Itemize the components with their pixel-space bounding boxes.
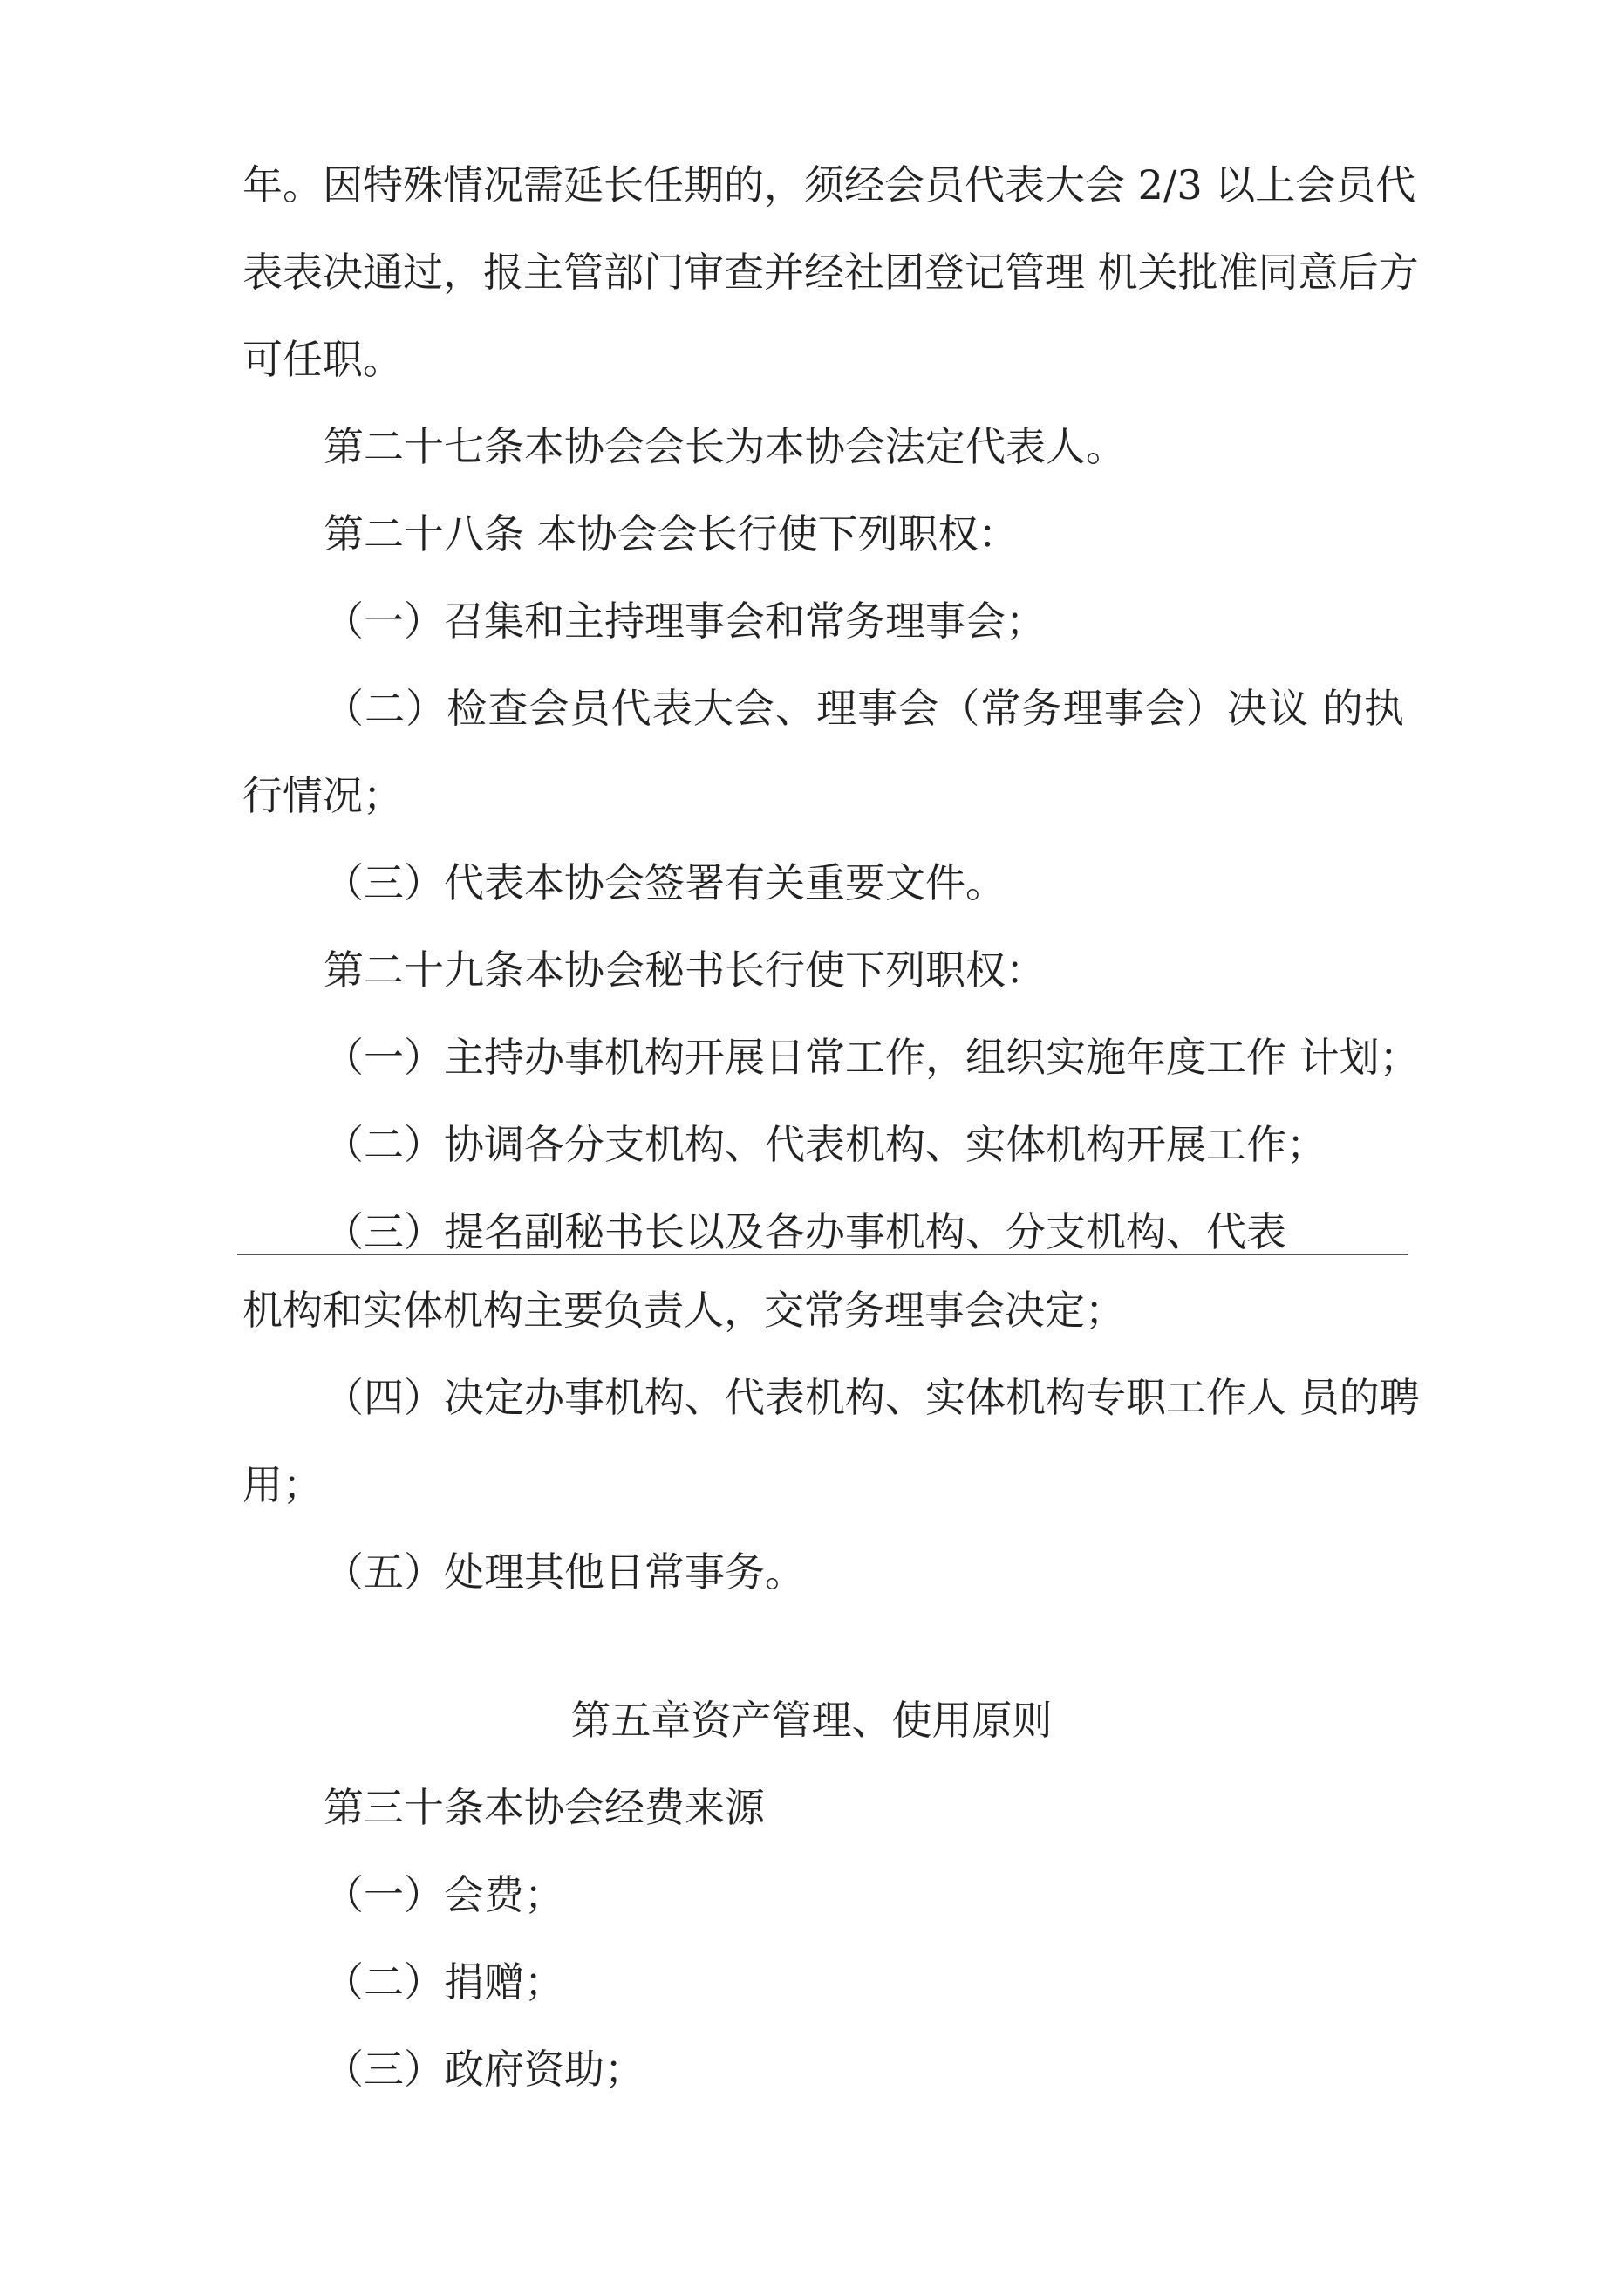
article-30: 第三十条本协会经费来源: [324, 1784, 765, 1831]
chapter-heading: 第五章资产管理、使用原则: [570, 1697, 1053, 1744]
list-item: （三）提名副秘书长以及各办事机构、分支机构、代表: [324, 1208, 1286, 1255]
paragraph-line: 可任职。: [242, 336, 403, 383]
article-27: 第二十七条本协会会长为本协会法定代表人。: [324, 423, 1126, 470]
page-divider: [237, 1254, 1408, 1255]
list-item: （一）主持办事机构开展日常工作，组织实施年度工作 计划；: [324, 1034, 1420, 1081]
list-item-continuation: 用；: [242, 1461, 323, 1508]
list-item: （四）决定办事机构、代表机构、实体机构专职工作人 员的聘: [324, 1374, 1420, 1421]
paragraph-line: 表表决通过，报主管部门审查并经社团登记管理 机关批准同意后方: [242, 249, 1419, 296]
article-28: 第二十八条 本协会会长行使下列职权：: [324, 510, 1019, 557]
list-item: （一）会费；: [324, 1871, 564, 1918]
list-item: （五）处理其他日常事务。: [324, 1548, 805, 1596]
list-item-continuation: 行情况；: [242, 772, 403, 819]
list-item: （二）协调各分支机构、代表机构、实体机构开展工作；: [324, 1121, 1326, 1168]
list-item: （二）捐赠；: [324, 1958, 564, 2006]
list-item: （二）检查会员代表大会、理事会（常务理事会）决议 的执: [324, 685, 1404, 732]
list-item: （三）代表本协会签署有关重要文件。: [324, 859, 1006, 906]
article-29: 第二十九条本协会秘书长行使下列职权：: [324, 946, 1046, 994]
list-item: （三）政府资助；: [324, 2046, 644, 2093]
paragraph-line: 年。因特殊情况需延长任期的，须经会员代表大会 2/3 以上会员代: [242, 161, 1416, 208]
list-item: （一）召集和主持理事会和常务理事会；: [324, 598, 1046, 645]
list-item-continuation: 机构和实体机构主要负责人，交常务理事会决定；: [242, 1287, 1125, 1334]
